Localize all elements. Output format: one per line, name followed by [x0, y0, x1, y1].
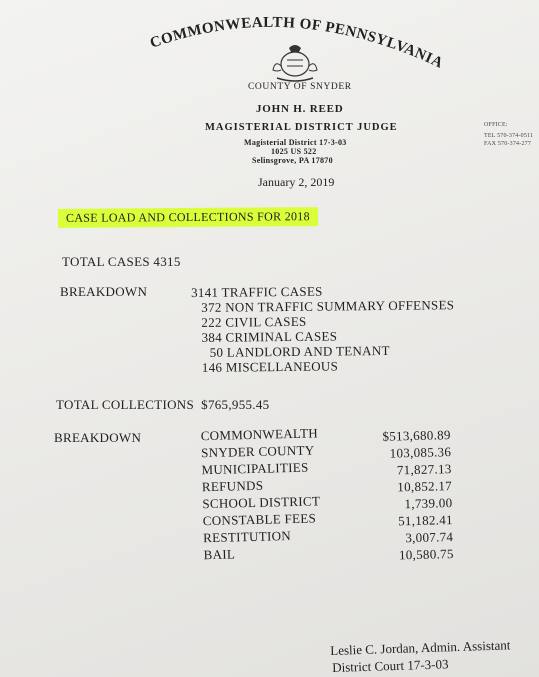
list-item: 372 NON TRAFFIC SUMMARY OFFENSES: [201, 297, 455, 315]
commonwealth-text: COMMONWEALTH OF PENNSYLVANIA: [148, 14, 446, 72]
collection-label: REFUNDS: [201, 477, 264, 495]
collection-label: COMMONWEALTH: [200, 425, 319, 444]
collection-amount: 10,852.17: [397, 478, 453, 495]
collection-label: BAIL: [203, 546, 236, 563]
list-item: 384 CRIMINAL CASES: [201, 328, 338, 345]
total-collections-label: TOTAL COLLECTIONS: [56, 397, 195, 412]
district-line: Magisterial District 17-3-03: [244, 138, 347, 147]
collection-label: CONSTABLE FEES: [202, 510, 317, 529]
collection-amount: $513,680.89: [382, 427, 451, 444]
collection-amount: 10,580.75: [398, 546, 454, 563]
cases-breakdown-label: BREAKDOWN: [60, 284, 148, 299]
collection-amount: 103,085.36: [389, 444, 452, 461]
highlighted-heading: CASE LOAD AND COLLECTIONS FOR 2018: [58, 207, 318, 228]
county-name: COUNTY OF SNYDER: [248, 82, 352, 92]
judge-name: JOHN H. REED: [256, 103, 344, 115]
collection-label: SCHOOL DISTRICT: [202, 493, 321, 512]
list-item: 50 LANDLORD AND TENANT: [209, 342, 390, 360]
judge-title: MAGISTERIAL DISTRICT JUDGE: [205, 122, 398, 133]
collection-amount: 51,182.41: [397, 512, 454, 529]
collection-label: RESTITUTION: [203, 528, 292, 546]
city-line: Selinsgrove, PA 17870: [252, 156, 333, 165]
signature-court: District Court 17-3-03: [332, 656, 449, 675]
list-item: 222 CIVIL CASES: [201, 313, 307, 330]
list-item: 146 MISCELLANEOUS: [201, 358, 339, 375]
office-fax: FAX 570-374-277: [484, 141, 532, 147]
list-item: 3141 TRAFFIC CASES: [190, 283, 323, 301]
collection-amount: 3,007.74: [405, 529, 454, 546]
collections-breakdown-label: BREAKDOWN: [54, 430, 142, 445]
letter-date: January 2, 2019: [258, 175, 335, 189]
collection-amount: 1,739.00: [404, 495, 453, 512]
signature-name: Leslie C. Jordan, Admin. Assistant: [330, 637, 511, 658]
office-label: OFFICE:: [484, 122, 508, 128]
total-collections-value: $765,955.45: [201, 397, 270, 412]
collection-label: SNYDER COUNTY: [200, 442, 315, 461]
collection-amount: 71,827.13: [396, 461, 452, 478]
street-line: 1025 US 522: [271, 147, 317, 156]
total-cases-value: 4315: [153, 254, 181, 269]
total-cases-label: TOTAL CASES: [62, 254, 150, 269]
office-tel: TEL 570-374-0511: [484, 133, 534, 139]
collection-label: MUNICIPALITIES: [201, 459, 309, 478]
